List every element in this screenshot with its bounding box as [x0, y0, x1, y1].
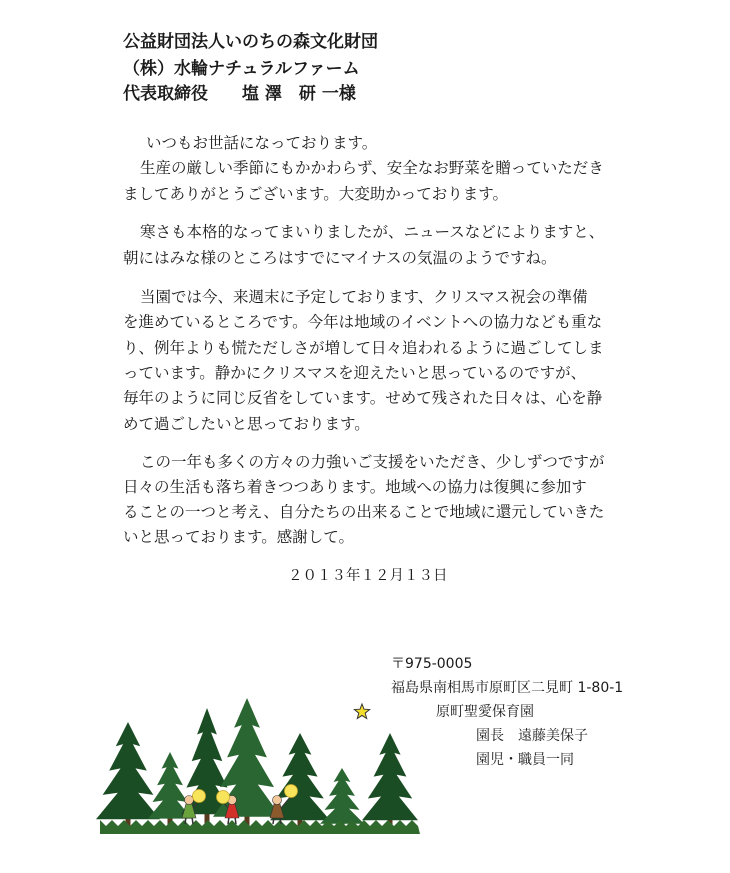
- body-line: 寒さも本格的なってまいりましたが、ニュースなどによりますと、: [140, 223, 605, 241]
- body-line: り、例年よりも慌ただしさが増して日々追われるように過ごしてしま: [123, 339, 604, 357]
- grass: [100, 820, 420, 834]
- sender-organization: 原町聖愛保育園: [436, 704, 534, 720]
- sender-group: 園児・職員一同: [476, 752, 574, 768]
- pine-tree: [362, 733, 418, 820]
- child-head: [273, 796, 282, 805]
- sender-director: 園長 遠藤美保子: [476, 728, 588, 744]
- body-line: この一年も多くの方々の力強いご支援をいただき、少しずつですが: [140, 453, 605, 471]
- pine-tree: [320, 768, 364, 824]
- body-line: いつもお世話になっております。: [146, 134, 378, 152]
- sender-postal-code: 〒975-0005: [391, 656, 473, 672]
- body-line: いと思っております。感謝して。: [123, 528, 354, 546]
- addressee-foundation: 公益財団法人いのちの森文化財団: [123, 32, 378, 52]
- body-line: 日々の生活も落ち着きつつあります。地域への協力は復興に参加す: [123, 478, 587, 496]
- addressee-recipient: 代表取締役 塩 澤 研 一様: [123, 84, 356, 104]
- body-line: ましてありがとうございます。大変助かっております。: [123, 185, 509, 203]
- sender-address: 福島県南相馬市原町区二見町 1-80-1: [391, 680, 624, 696]
- body-line: 毎年のように同じ反省をしています。せめて残された日々は、心を静: [123, 389, 603, 407]
- lantern: [285, 785, 298, 798]
- body-line: っています。静かにクリスマスを迎えたいと思っているのですが、: [123, 364, 587, 382]
- body-line: を進めているところです。今年は地域のイベントへの協力なども重な: [123, 313, 603, 331]
- body-line: 朝にはみな様のところはすでにマイナスの気温のようですね。: [123, 249, 557, 267]
- christmas-forest-illustration: [90, 690, 430, 840]
- body-line: ることの一つと考え、自分たちの出来ることで地域に還元していきた: [123, 503, 605, 521]
- body-line: 生産の厳しい季節にもかかわらず、安全なお野菜を贈っていただき: [140, 159, 604, 177]
- pine-tree: [96, 722, 160, 819]
- letter-date: ２０１３年１２月１３日: [288, 568, 448, 584]
- lantern: [217, 791, 230, 804]
- lantern: [193, 790, 206, 803]
- star-icon: [354, 704, 369, 719]
- body-line: めて過ごしたいと思っております。: [123, 415, 370, 433]
- body-line: 当園では今、来週末に予定しております、クリスマス祝会の準備: [140, 288, 588, 306]
- child-head: [185, 796, 194, 805]
- addressee-company: （株）水輪ナチュラルファーム: [123, 59, 360, 79]
